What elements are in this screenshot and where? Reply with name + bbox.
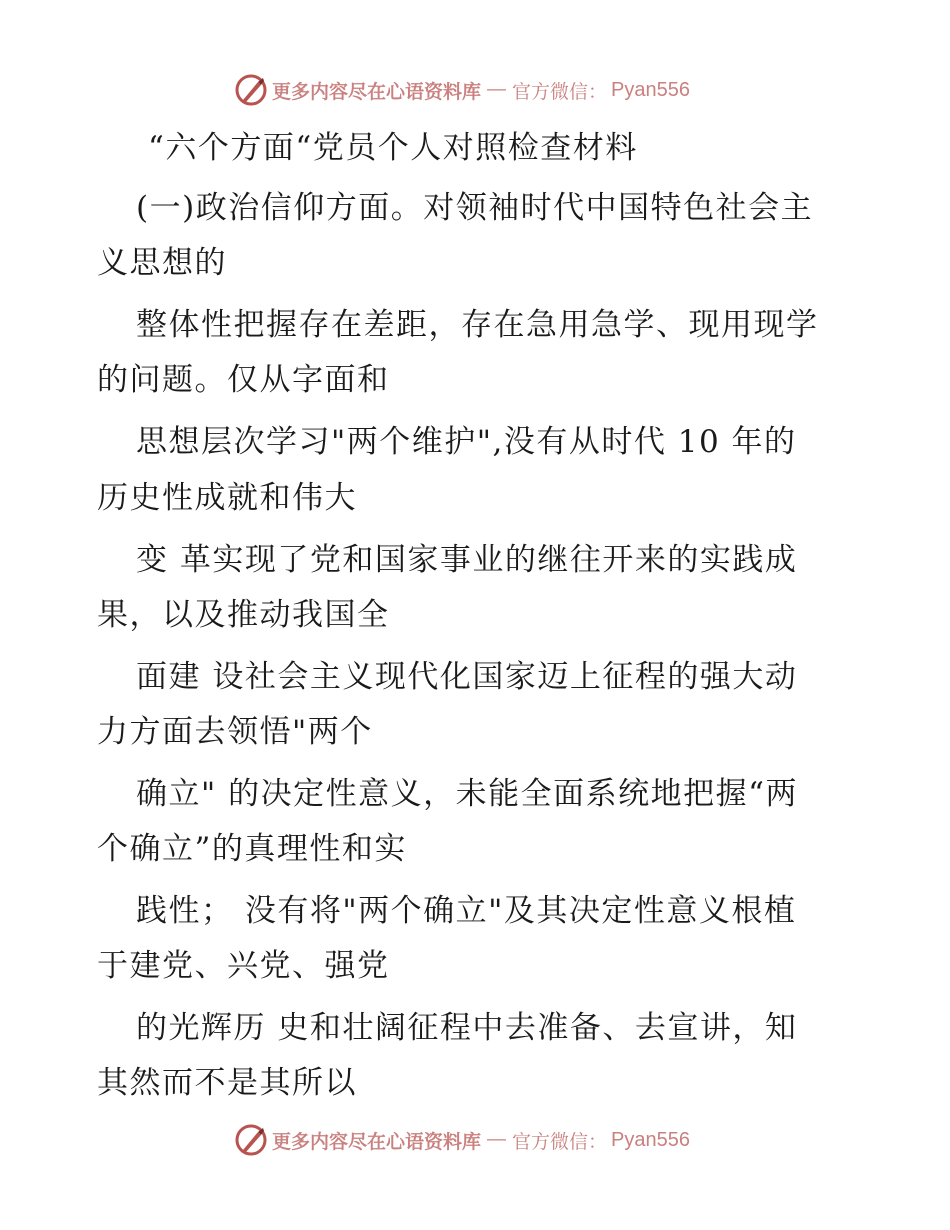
header-watermark bbox=[234, 72, 690, 108]
paragraph-line: (一)政治信仰方面。对领袖时代中国特色社会主 bbox=[136, 190, 814, 226]
pen-circle-logo-icon bbox=[234, 73, 268, 107]
paragraph-line: 义思想的 bbox=[97, 245, 227, 281]
watermark-dash: — bbox=[487, 79, 507, 100]
watermark-brand-text: 更多内容尽在心语资料库 bbox=[272, 80, 482, 103]
watermark-wechat-label: 官方微信： bbox=[512, 80, 608, 103]
watermark-wechat-label: 官方微信： bbox=[512, 1130, 608, 1153]
paragraph-line: 整体性把握存在差距，存在急用急学、现用现学 bbox=[136, 307, 819, 343]
watermark-wechat-id: Pyan556 bbox=[611, 1128, 690, 1151]
paragraph-line: 的问题。仅从字面和 bbox=[97, 362, 390, 398]
footer-watermark bbox=[234, 1122, 690, 1158]
watermark-brand-text: 更多内容尽在心语资料库 bbox=[272, 1130, 482, 1153]
paragraph-line: 的光辉历 史和壮阔征程中去准备、去宣讲，知 bbox=[136, 1010, 798, 1046]
watermark-dash: — bbox=[487, 1129, 507, 1150]
pen-circle-logo-icon bbox=[234, 1123, 268, 1157]
paragraph-line: 历史性成就和伟大 bbox=[97, 480, 357, 516]
paragraph-line: 思想层次学习"两个维护",没有从时代 10 年的 bbox=[136, 424, 797, 460]
watermark-wechat-id: Pyan556 bbox=[611, 78, 690, 101]
paragraph-line: 变 革实现了党和国家事业的继往开来的实践成 bbox=[136, 542, 798, 578]
document-title: “六个方面“党员个人对照检查材料 bbox=[148, 130, 638, 166]
paragraph-line: 于建党、兴党、强党 bbox=[97, 948, 390, 984]
paragraph-line: 践性； 没有将"两个确立"及其决定性意义根植 bbox=[136, 893, 797, 929]
paragraph-line: 面建 设社会主义现代化国家迈上征程的强大动 bbox=[136, 659, 798, 695]
paragraph-line: 其然而不是其所以 bbox=[97, 1065, 357, 1101]
paragraph-line: 确立" 的决定性意义，未能全面系统地把握“两 bbox=[136, 776, 798, 812]
paragraph-line: 果，以及推动我国全 bbox=[97, 597, 390, 633]
paragraph-line: 力方面去领悟"两个 bbox=[97, 714, 373, 750]
paragraph-line: 个确立”的真理性和实 bbox=[97, 831, 407, 867]
